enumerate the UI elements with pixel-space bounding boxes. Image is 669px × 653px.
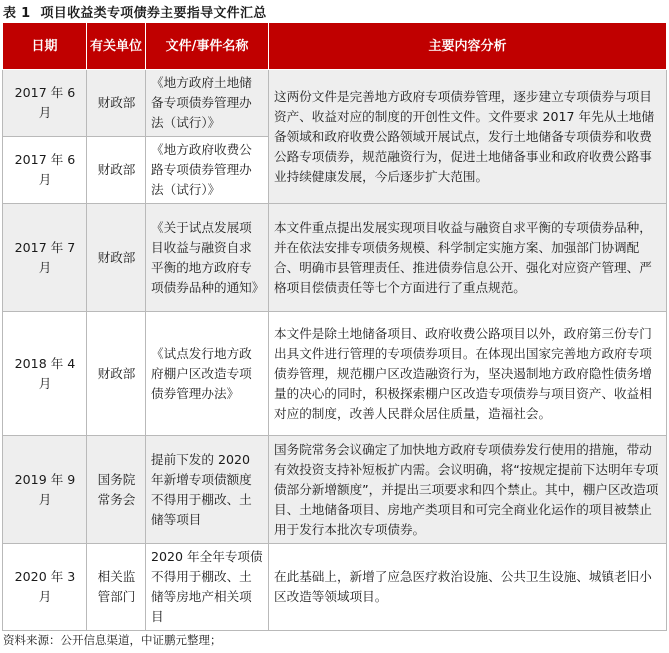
analysis-cell: 国务院常务会议确定了加快地方政府专项债券发行使用的措施，带动有效投资支持补短板扩内需。会议明确，将“按规定提前下达明年专项债部分新增额度”，并提出三项要求和四个禁止。其中，棚户区改造项目、土地储备项目、房地产类项目和可完全商业化运作的项目被禁止用于发行本批次专项债券。 bbox=[269, 436, 667, 544]
doc-cell: 2020 年全年专项债不得用于棚改、土储等房地产相关项目 bbox=[146, 544, 269, 631]
header-date: 日期 bbox=[3, 23, 87, 70]
doc-cell: 《地方政府土地储备专项债券管理办法（试行）》 bbox=[146, 70, 269, 137]
header-analysis: 主要内容分析 bbox=[269, 23, 667, 70]
doc-cell: 提前下发的 2020 年新增专项债额度不得用于棚改、土储等项目 bbox=[146, 436, 269, 544]
table-row bbox=[3, 312, 667, 436]
date-cell: 2017 年 6 月 bbox=[3, 137, 87, 204]
dept-cell: 国务院常务会 bbox=[87, 436, 146, 544]
table-row bbox=[3, 436, 667, 544]
date-cell: 2020 年 3 月 bbox=[3, 544, 87, 631]
date-cell: 2017 年 7 月 bbox=[3, 204, 87, 312]
table-row bbox=[3, 70, 667, 137]
analysis-cell: 本文件重点提出发展实现项目收益与融资自求平衡的专项债券品种，并在依法安排专项债务规模、科学制定实施方案、加强部门协调配合、明确市县管理责任、推进债券信息公开、强化对应资产管理、严格项目偿债责任等七个方面进行了重点规范。 bbox=[269, 204, 667, 312]
table-row bbox=[3, 204, 667, 312]
dept-cell: 财政部 bbox=[87, 137, 146, 204]
table-caption bbox=[3, 2, 267, 21]
analysis-cell: 在此基础上，新增了应急医疗救治设施、公共卫生设施、城镇老旧小区改造等领域项目。 bbox=[269, 544, 667, 631]
date-cell: 2019 年 9 月 bbox=[3, 436, 87, 544]
date-cell: 2018 年 4 月 bbox=[3, 312, 87, 436]
date-cell: 2017 年 6 月 bbox=[3, 70, 87, 137]
dept-cell: 财政部 bbox=[87, 204, 146, 312]
header-doc: 文件/事件名称 bbox=[146, 23, 269, 70]
header-dept: 有关单位 bbox=[87, 23, 146, 70]
analysis-cell: 本文件是除土地储备项目、政府收费公路项目以外，政府第三份专门出具文件进行管理的专项债券项目。在体现出国家完善地方政府专项债券管理，规范棚户区改造融资行为，坚决遏制地方政府隐性债务增量的决心的同时，积极探索棚户区改造专项债券与项目资产、收益相对应的制度，改善人民群众居住质量，造福社会。 bbox=[269, 312, 667, 436]
doc-cell: 《地方政府收费公路专项债券管理办法（试行）》 bbox=[146, 137, 269, 204]
caption-title: 项目收益类专项债券主要指导文件汇总 bbox=[40, 6, 267, 21]
dept-cell: 相关监管部门 bbox=[87, 544, 146, 631]
dept-cell: 财政部 bbox=[87, 70, 146, 137]
header-row bbox=[3, 23, 667, 70]
doc-cell: 《关于试点发展项目收益与融资自求平衡的地方政府专项债券品种的通知》 bbox=[146, 204, 269, 312]
dept-cell: 财政部 bbox=[87, 312, 146, 436]
caption-number: 表 1 bbox=[3, 6, 31, 21]
table-row bbox=[3, 544, 667, 631]
analysis-cell: 这两份文件是完善地方政府专项债券管理，逐步建立专项债券与项目资产、收益对应的制度的开创性文件。文件要求 2017 年先从土地储备领域和政府收费公路领域开展试点，发行土地储备专项债券和收费公路专项债券，规范融资行为，促进土地储备事业和政府收费公路事业持续健康发展，今后逐步扩大范围。 bbox=[269, 70, 667, 204]
policy-table bbox=[2, 22, 667, 631]
doc-cell: 《试点发行地方政府棚户区改造专项债券管理办法》 bbox=[146, 312, 269, 436]
source-note: 资料来源：公开信息渠道，中证鹏元整理； bbox=[3, 633, 222, 647]
